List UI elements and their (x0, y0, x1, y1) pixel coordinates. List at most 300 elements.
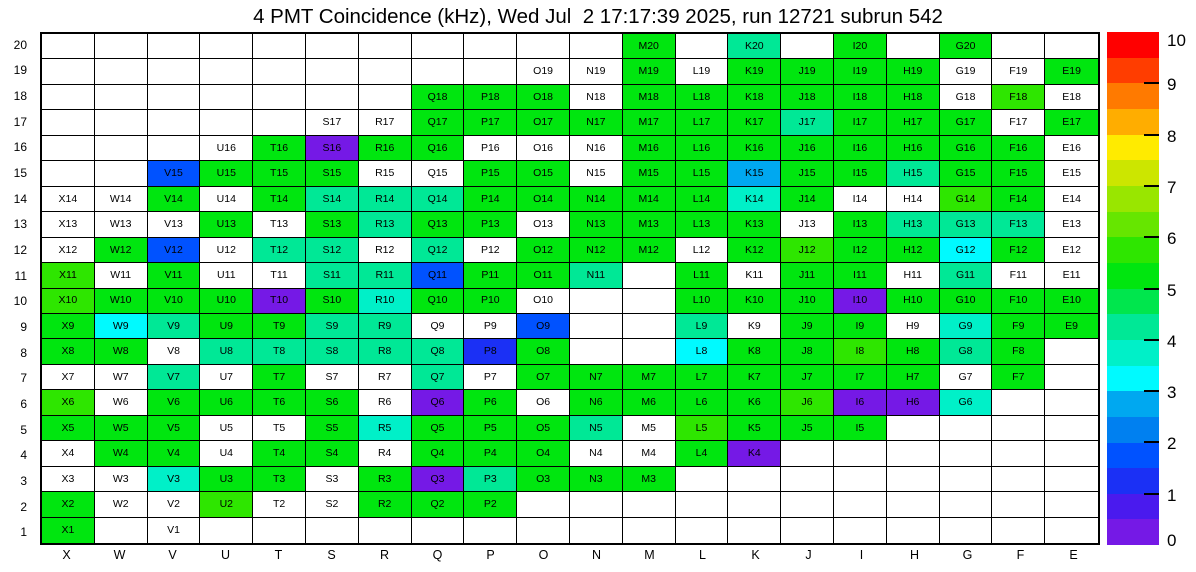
grid-cell (1045, 238, 1098, 263)
y-axis (0, 32, 34, 545)
colorbar-segment (1107, 32, 1159, 58)
colorbar-segment (1107, 443, 1159, 469)
grid-cell (676, 263, 729, 288)
grid-cell (728, 314, 781, 339)
cell-label: P9 (483, 319, 497, 332)
grid-cell (306, 212, 359, 237)
grid-cell (412, 263, 465, 288)
cell-label: U9 (219, 319, 233, 332)
cell-label: T2 (272, 498, 286, 511)
cell-label: T9 (272, 319, 286, 332)
cell-label: W6 (112, 396, 129, 409)
cell-label: U11 (217, 269, 236, 282)
grid-cell (570, 238, 623, 263)
grid-cell (42, 492, 95, 517)
cell-label: I17 (852, 116, 868, 129)
cell-label: K9 (747, 319, 761, 332)
x-axis-label: R (379, 548, 390, 562)
grid-cell (95, 518, 148, 543)
grid-cell (200, 34, 253, 59)
grid-cell (95, 289, 148, 314)
grid-cell (834, 85, 887, 110)
grid-cell (95, 34, 148, 59)
cell-label: X7 (61, 370, 75, 383)
grid-cell (1045, 314, 1098, 339)
cell-label: U15 (216, 167, 236, 180)
x-axis-label: S (327, 548, 336, 562)
cell-label: E16 (1062, 141, 1081, 154)
cell-label: S4 (325, 447, 339, 460)
cell-label: N13 (586, 218, 606, 231)
grid-cell (940, 518, 993, 543)
grid-cell (623, 110, 676, 135)
grid-cell (306, 339, 359, 364)
cell-label: K16 (744, 141, 764, 154)
cell-label: E18 (1062, 90, 1081, 103)
grid-cell (200, 314, 253, 339)
grid-cell (412, 110, 465, 135)
colorbar-segment (1107, 314, 1159, 340)
grid-cell (940, 492, 993, 517)
cell-label: X12 (58, 243, 78, 256)
grid-cell (887, 161, 940, 186)
y-axis-label: 15 (13, 166, 27, 181)
cell-label: F11 (1009, 269, 1027, 282)
grid-cell (517, 110, 570, 135)
cell-label: E17 (1062, 116, 1081, 129)
grid-cell (464, 34, 517, 59)
grid-cell (834, 289, 887, 314)
cell-label: O6 (536, 396, 551, 409)
grid-cell (148, 467, 201, 492)
grid-cell (992, 34, 1045, 59)
grid-cell (623, 212, 676, 237)
colorbar-tick-label: 1 (1167, 485, 1177, 505)
grid-cell (623, 187, 676, 212)
grid-cell (940, 34, 993, 59)
grid-cell (887, 110, 940, 135)
grid-cell (200, 492, 253, 517)
cell-label: P16 (480, 141, 500, 154)
grid-cell (306, 263, 359, 288)
grid-cell (1045, 110, 1098, 135)
grid-cell (728, 136, 781, 161)
grid-cell (412, 238, 465, 263)
cell-label: R16 (375, 141, 395, 154)
cell-label: R9 (377, 319, 392, 332)
grid-cell (464, 492, 517, 517)
cell-label: W11 (110, 269, 132, 282)
cell-label: M16 (638, 141, 659, 154)
colorbar-tick-label: 6 (1167, 229, 1177, 249)
cell-label: Q15 (427, 167, 448, 180)
grid-cell (306, 518, 359, 543)
grid-cell (359, 85, 412, 110)
cell-label: T14 (270, 192, 289, 205)
cell-label: M18 (638, 90, 659, 103)
grid-cell (992, 212, 1045, 237)
colorbar-segment (1107, 237, 1159, 263)
grid-cell (781, 136, 834, 161)
cell-label: H12 (903, 243, 923, 256)
grid-cell (781, 492, 834, 517)
grid-cell (517, 34, 570, 59)
grid-cell (676, 289, 729, 314)
grid-cell (306, 441, 359, 466)
grid-cell (781, 187, 834, 212)
grid-cell (95, 441, 148, 466)
cell-label: U2 (219, 498, 233, 511)
grid-cell (200, 85, 253, 110)
cell-label: M15 (638, 167, 659, 180)
x-axis-label: V (168, 548, 177, 562)
grid-cell (148, 390, 201, 415)
y-axis-label: 7 (20, 371, 27, 386)
grid-cell (148, 289, 201, 314)
x-axis-label: L (699, 548, 706, 562)
grid-cell (200, 187, 253, 212)
grid-cell (412, 416, 465, 441)
grid-cell (992, 85, 1045, 110)
grid-cell (834, 416, 887, 441)
cell-label: F15 (1009, 167, 1028, 180)
grid-cell (464, 314, 517, 339)
grid-cell (781, 110, 834, 135)
grid-cell (253, 441, 306, 466)
grid-cell (992, 238, 1045, 263)
cell-label: W9 (112, 319, 129, 332)
cell-label: U13 (216, 218, 236, 231)
cell-label: P11 (481, 269, 500, 282)
grid-cell (728, 85, 781, 110)
y-axis-label: 5 (20, 422, 27, 437)
cell-label: G11 (955, 269, 976, 282)
grid-cell (728, 34, 781, 59)
grid-cell (148, 492, 201, 517)
x-axis-label: P (486, 548, 495, 562)
cell-label: R11 (375, 269, 394, 282)
cell-label: H6 (905, 396, 920, 409)
grid-cell (42, 136, 95, 161)
cell-label: I8 (855, 345, 865, 358)
cell-label: X3 (61, 472, 75, 485)
cell-label: V15 (164, 167, 183, 180)
grid-cell (95, 365, 148, 390)
grid-cell (887, 212, 940, 237)
grid-cell (200, 416, 253, 441)
colorbar-tick-label: 3 (1167, 383, 1177, 403)
grid-cell (570, 34, 623, 59)
grid-cell (781, 518, 834, 543)
grid-cell (728, 59, 781, 84)
cell-label: J9 (801, 319, 813, 332)
grid-cell (464, 212, 517, 237)
grid-cell (992, 187, 1045, 212)
cell-label: X2 (61, 498, 75, 511)
cell-label: G14 (955, 192, 976, 205)
grid-cell (95, 339, 148, 364)
cell-label: N15 (586, 167, 606, 180)
grid-cell (200, 339, 253, 364)
grid-cell (992, 467, 1045, 492)
cell-label: S9 (325, 319, 339, 332)
grid-cell (834, 492, 887, 517)
grid-cell (887, 34, 940, 59)
grid-cell (253, 263, 306, 288)
cell-label: Q9 (430, 319, 445, 332)
grid-cell (992, 365, 1045, 390)
grid-cell (570, 263, 623, 288)
grid-cell (42, 467, 95, 492)
cell-label: H18 (903, 90, 923, 103)
grid-cell (148, 110, 201, 135)
grid-cell (42, 441, 95, 466)
cell-label: U4 (219, 447, 233, 460)
grid-cell (464, 59, 517, 84)
cell-label: R10 (375, 294, 395, 307)
x-axis (40, 548, 1100, 566)
grid-cell (728, 110, 781, 135)
cell-label: M13 (638, 218, 659, 231)
grid-cell (1045, 161, 1098, 186)
colorbar-tick-label: 10 (1167, 31, 1186, 50)
cell-label: T6 (272, 396, 286, 409)
cell-label: F12 (1009, 243, 1028, 256)
grid-cell (464, 518, 517, 543)
grid-cell (306, 390, 359, 415)
grid-cell (676, 110, 729, 135)
grid-cell (464, 110, 517, 135)
grid-cell (728, 238, 781, 263)
grid-cell (781, 238, 834, 263)
cell-label: R2 (377, 498, 392, 511)
grid-cell (992, 136, 1045, 161)
grid-cell (728, 441, 781, 466)
colorbar-segment (1107, 494, 1159, 520)
cell-label: G16 (955, 141, 976, 154)
grid-cell (992, 59, 1045, 84)
cell-label: K20 (744, 39, 764, 52)
grid-cell (570, 492, 623, 517)
grid-cell (412, 467, 465, 492)
grid-cell (42, 212, 95, 237)
cell-label: F10 (1009, 294, 1028, 307)
grid-cell (359, 212, 412, 237)
cell-label: N17 (586, 116, 606, 129)
cell-label: W13 (109, 218, 132, 231)
cell-label: T12 (270, 243, 289, 256)
cell-label: R14 (375, 192, 395, 205)
x-axis-label: J (805, 548, 812, 562)
grid-cell (623, 518, 676, 543)
grid-cell (1045, 441, 1098, 466)
cell-label: G20 (955, 39, 976, 52)
cell-label: S15 (322, 167, 342, 180)
grid-cell (676, 34, 729, 59)
grid-cell (412, 187, 465, 212)
grid-cell (253, 339, 306, 364)
cell-label: X10 (58, 294, 78, 307)
cell-label: O11 (533, 269, 553, 282)
cell-label: F9 (1012, 319, 1025, 332)
grid-cell (623, 289, 676, 314)
grid-cell (412, 365, 465, 390)
cell-label: P6 (483, 396, 497, 409)
cell-label: H14 (903, 192, 923, 205)
x-axis-label: M (644, 548, 655, 562)
colorbar-segment (1107, 263, 1159, 289)
cell-label: U5 (219, 421, 233, 434)
cell-label: M19 (638, 65, 659, 78)
cell-label: V2 (167, 498, 180, 511)
cell-label: N7 (589, 370, 603, 383)
cell-label: V7 (167, 370, 180, 383)
grid-cell (834, 34, 887, 59)
cell-label: S12 (322, 243, 342, 256)
cell-label: I10 (852, 294, 868, 307)
cell-label: I14 (852, 192, 868, 205)
grid-cell (728, 289, 781, 314)
grid-cell (676, 518, 729, 543)
grid-cell (570, 365, 623, 390)
grid-cell (1045, 467, 1098, 492)
cell-label: H15 (903, 167, 923, 180)
cell-label: S13 (322, 218, 342, 231)
grid-cell (253, 85, 306, 110)
grid-cell (1045, 289, 1098, 314)
x-axis-label: T (274, 548, 283, 562)
cell-label: I9 (855, 319, 865, 332)
x-axis-label: X (62, 548, 71, 562)
grid-cell (517, 85, 570, 110)
grid-cell (359, 314, 412, 339)
cell-label: U7 (219, 370, 233, 383)
cell-label: U10 (216, 294, 236, 307)
cell-label: K14 (744, 192, 764, 205)
grid-cell (887, 314, 940, 339)
cell-label: S14 (322, 192, 342, 205)
grid-cell (464, 263, 517, 288)
cell-label: J8 (801, 345, 813, 358)
cell-label: L17 (692, 116, 711, 129)
cell-label: P17 (480, 116, 500, 129)
cell-label: L4 (695, 447, 708, 460)
grid-cell (253, 59, 306, 84)
y-axis-label: 9 (20, 320, 27, 335)
cell-label: S6 (325, 396, 339, 409)
cell-label: Q7 (430, 370, 445, 383)
cell-label: R15 (375, 167, 395, 180)
cell-label: H13 (903, 218, 923, 231)
cell-label: T10 (270, 294, 289, 307)
grid-cell (1045, 136, 1098, 161)
cell-label: M5 (641, 421, 656, 434)
cell-label: P2 (483, 498, 497, 511)
cell-label: E13 (1062, 218, 1081, 231)
cell-label: K5 (747, 421, 761, 434)
cell-label: O4 (536, 447, 551, 460)
x-axis-label: U (220, 548, 231, 562)
cell-label: E9 (1065, 319, 1078, 332)
grid-cell (781, 59, 834, 84)
cell-label: J19 (798, 65, 816, 78)
grid-cell (148, 441, 201, 466)
grid-cell (623, 441, 676, 466)
grid-cell (95, 136, 148, 161)
cell-label: H9 (905, 319, 920, 332)
cell-label: I5 (855, 421, 865, 434)
grid-cell (570, 441, 623, 466)
cell-label: R3 (377, 472, 392, 485)
cell-label: O16 (533, 141, 554, 154)
grid-cell (148, 34, 201, 59)
grid-cell (676, 365, 729, 390)
cell-label: R5 (377, 421, 392, 434)
grid-cell (517, 441, 570, 466)
cell-label: S2 (325, 498, 339, 511)
grid-cell (781, 263, 834, 288)
cell-label: V5 (167, 421, 180, 434)
cell-label: N18 (586, 90, 606, 103)
cell-label: O14 (533, 192, 554, 205)
cell-label: L12 (692, 243, 711, 256)
cell-label: L19 (692, 65, 711, 78)
cell-label: G9 (958, 319, 973, 332)
cell-label: N14 (586, 192, 606, 205)
cell-label: V6 (167, 396, 180, 409)
grid-cell (306, 492, 359, 517)
cell-label: V9 (167, 319, 180, 332)
grid-cell (359, 187, 412, 212)
cell-label: G13 (955, 218, 976, 231)
y-axis-label: 10 (13, 294, 27, 309)
grid-cell (940, 467, 993, 492)
cell-label: I18 (852, 90, 868, 103)
grid-cell (676, 161, 729, 186)
cell-label: G10 (955, 294, 976, 307)
grid-cell (781, 85, 834, 110)
cell-label: P7 (483, 370, 497, 383)
cell-label: V1 (167, 524, 180, 537)
cell-label: J11 (799, 269, 816, 282)
grid-cell (1045, 365, 1098, 390)
grid-cell (992, 289, 1045, 314)
grid-cell (200, 289, 253, 314)
grid-cell (148, 212, 201, 237)
grid-cell (306, 238, 359, 263)
grid-cell (887, 187, 940, 212)
cell-label: J7 (801, 370, 813, 383)
cell-label: T11 (270, 269, 288, 282)
cell-label: L14 (692, 192, 711, 205)
cell-label: I19 (852, 65, 868, 78)
cell-label: H8 (905, 345, 920, 358)
grid-cell (95, 161, 148, 186)
grid-cell (940, 441, 993, 466)
grid-cell (253, 110, 306, 135)
cell-label: T8 (272, 345, 286, 358)
cell-label: N5 (589, 421, 603, 434)
cell-label: X11 (58, 269, 77, 282)
cell-label: M14 (638, 192, 659, 205)
cell-label: H17 (903, 116, 923, 129)
grid-cell (42, 365, 95, 390)
grid-cell (623, 59, 676, 84)
grid-cell (359, 110, 412, 135)
grid-cell (253, 34, 306, 59)
grid-cell (570, 59, 623, 84)
grid-cell (834, 314, 887, 339)
